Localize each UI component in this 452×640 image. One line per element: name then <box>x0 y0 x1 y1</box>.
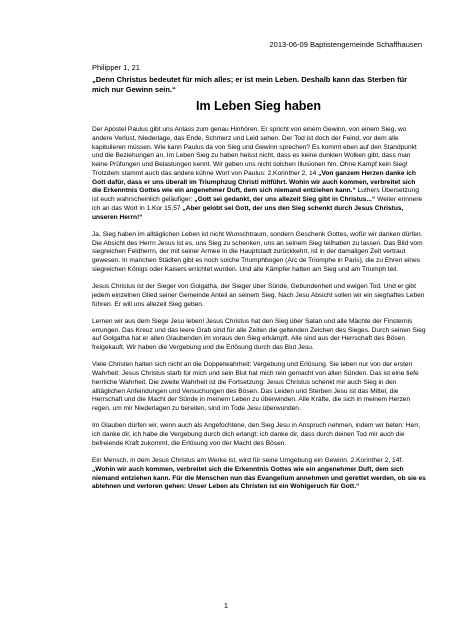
body-paragraph <box>92 231 426 275</box>
page-header: 2013-06-09 Baptistengemeinde Schaffhausen <box>269 40 422 49</box>
body-paragraph <box>92 361 426 414</box>
paragraph-text: Ja, Sieg haben im alltäglichen Leben ist nicht Wunschtraum, sondern Geschenk Gottes, wofür wir danken dürfen. Die Absicht des Herrn Jesus ist es, uns Sieg zu schenken, uns an seinem Sieg teilhaben zu lassen. Das Bild vom siegreichen Feldherrn, der mit seiner Armee in die Hauptstadt zurückkehrt, ist in der damaligen Zeit vertraut gewesen. In manchen Städten gibt es noch solche Triumphbogen (Arc de Triomphe in Paris), die zu Ehren eines siegreichen Königs oder Kaisers errichtet wurden. Und alle Kämpfer hatten am Sieg und am Triumph teil. <box>92 230 423 273</box>
verse-text: „Denn Christus bedeutet für mich alles; er ist mein Leben. Deshalb kann das Sterben für mich nur Gewinn sein.“ <box>92 75 408 94</box>
paragraph-text: Der Apostel Paulus gibt uns Anlass zum genau Hinhören. Er spricht von einem Gewinn, von einem Sieg, wo andere Verlust, Niederlage, das Ende, Schmerz und Leid sehen. Der Tod ist doch der Feind, vor dem alle kapitulieren müssen. Wie kann Paulus da von Sieg und Gewinn sprechen? Es kommt eben auf den Standpunkt und die Beziehungen an. Im Leben Sieg zu haben heisst nicht, dass es keine dunklen Wolken gibt, dass man keine Prüfungen und Belastungen kennt. Wir geben uns nicht solchen Illusionen hin. Ohne Kampf kein Sieg! Trotzdem stammt auch das andere kühne Wort von Paulus: 2.Korinther 2, 14 <box>92 126 417 177</box>
paragraph-text: Weiter erinnere ich an das Wort in 1.Kor 15,57 <box>92 196 423 212</box>
paragraph-text: Viele Christen halten sich nicht an die Doppelwahrheit: Vergebung und Erlösung. Sie leben nur von der ersten Wahrheit: Jesus Christus starb für mich und sein Blut hat mich rein gemacht von allen Sünden. Das ist eine tiefe herrliche Wahrheit. Die zweite Wahrheit ist die Fortsetzung: Jesus Christus schenkt mir auch Sieg in den alltäglichen Anfeindungen und Versuchungen des Bösen. Das Leiden und Sterben Jesu ist das Mittel, die Herrschaft und die Macht der Sünde in meinem Leben zu überwinden. Alle Kräfte, die sich in meinem Herzen regen, um mir Niederlagen zu bereiten, sind im Tode Jesu überwunden. <box>92 361 419 412</box>
bold-quote: „Gott sei gedankt, der uns allezeit Sieg gibt in Christus...“ <box>194 196 376 203</box>
body-paragraph <box>92 457 426 492</box>
paragraph-text: Im Glauben dürfen wir, wenn auch als Angefochtene, den Sieg Jesu in Anspruch nehmen, indem wir beten: Herr, ich danke dir, ich habe die Vergebung durch dich erlangt; ich danke dir, dass durch deinen Tod mir auch die befreiende Kraft zukommt, die Erlösung von der Macht des Bösen. <box>92 422 421 447</box>
sermon-title: Im Leben Sieg haben <box>195 99 322 113</box>
verse-reference: Philipper 1, 21 <box>92 63 140 72</box>
paragraph-text: Jesus Christus ist der Sieger von Golgatha, der Sieger über Sünde, Gebundenheit und ewigen Tod. Und er gibt jedem einzelnen Glied seiner Gemeinde Anteil an seinem Sieg. Nach Jesu Absicht sollen wir ein sieghaftes Leben führen. Er will uns allezeit Sieg geben. <box>92 283 425 308</box>
paragraph-text: Lernen wir aus dem Siege Jesu leben! Jesus Christus hat den Sieg über Satan und alle Mächte der Finsternis errungen. Das Kreuz und das leere Grab sind für alle Zeiten die geltenden Zeichen des Sieges. Durch seinen Sieg auf Golgatha hat er allen Glaubenden im voraus den Sieg erkämpft. Alle sind aus der Herrschaft des Bösen freigekauft. Wir haben die Vergebung und die Erlösung durch das Blut Jesu. <box>92 317 426 351</box>
bold-quote: „Wohin wir auch kommen, verbreitet sich die Erkenntnis Gottes wie ein angenehmer Duft, dem sich niemand entziehen kann. Für die Menschen nun das Evangelium annehmen und gerettet werden, ob sie es ablehnen und verloren gehen: Unser Leben als Christen ist ein Wohlgeruch für Gott.“ <box>92 465 426 491</box>
body-paragraph <box>92 126 426 222</box>
paragraph-text: Luthers Übersetzung ist euch wahrscheinlich geläufiger: <box>92 187 419 203</box>
body-paragraph <box>92 422 426 448</box>
paragraph-text: Ein Mensch, in dem Jesus Christus am Werke ist, wird für seine Umgebung ein Gewinn. 2.Korinther 2, 14f. <box>92 457 404 464</box>
bold-quote: „Aber gelobt sei Gott, der uns den Sieg schenkt durch Jesus Christus, unseren Herrn!“ <box>92 204 404 221</box>
page-number: 1 <box>223 601 229 610</box>
bold-quote: „Von ganzem Herzen danke ich Gott dafür, dass er uns überall im Triumphzug Christi mitführt. Wohin wir auch kommen, verbreitet sich die Erkenntnis Gottes wie ein angenehmer Duft, dem sich niemand entziehen kann.“ <box>92 169 416 195</box>
sermon-body <box>92 126 426 501</box>
body-paragraph <box>92 283 426 309</box>
body-paragraph <box>92 318 426 353</box>
